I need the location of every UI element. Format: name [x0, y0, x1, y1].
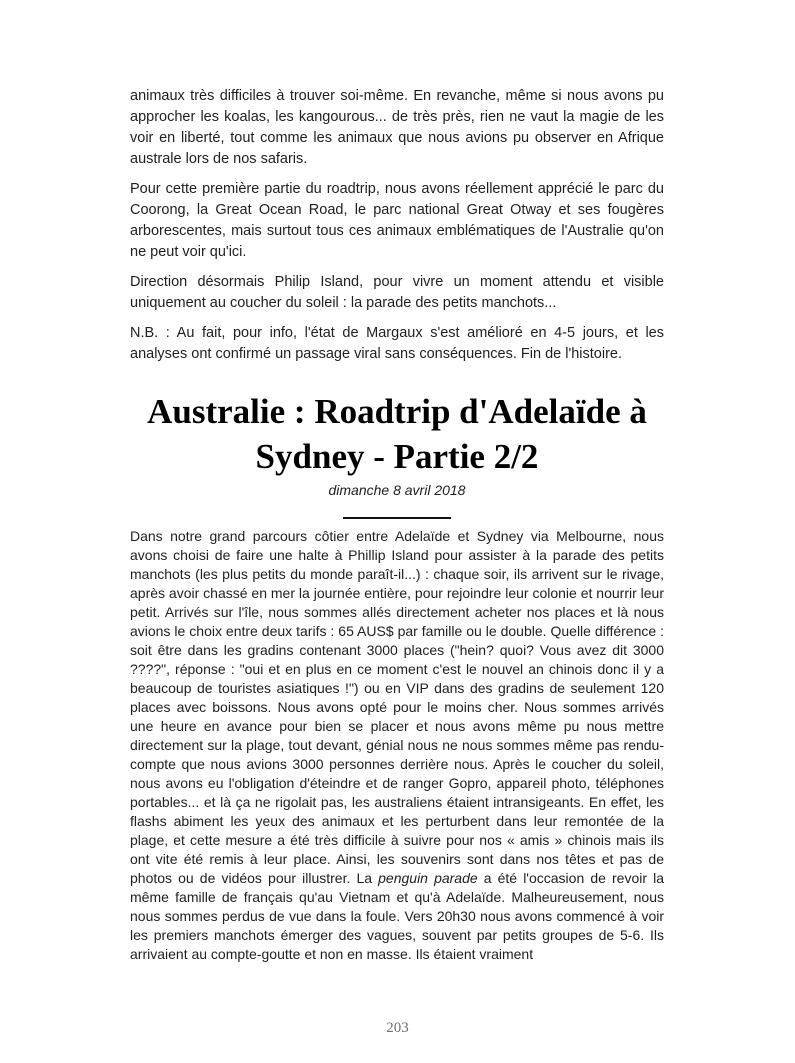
article-body-paragraph	[130, 527, 664, 964]
body-text-italic-run: penguin parade	[378, 870, 478, 886]
page-content	[130, 86, 664, 964]
article-header	[50, 389, 744, 499]
section-divider	[343, 517, 451, 519]
intro-paragraph-2: Pour cette première partie du roadtrip, nous avons réellement apprécié le parc du Coorong, la Great Ocean Road, le parc national Great Otway et ses fougères arborescentes, mais surtout tous ces animaux emblématiques de l'Australie qu'on ne peut voir qu'ici.	[130, 181, 664, 260]
page-number: 203	[386, 1020, 409, 1036]
article-date: dimanche 8 avril 2018	[328, 482, 466, 498]
intro-paragraph-3: Direction désormais Philip Island, pour vivre un moment attendu et visible uniquement au coucher du soleil : la parade des petits manchots...	[130, 274, 664, 311]
intro-paragraph-1: animaux très difficiles à trouver soi-même. En revanche, même si nous avons pu approcher les koalas, les kangourous... de très près, rien ne vaut la magie de les voir en liberté, tout comme les animaux que nous avions pu observer en Afrique australe lors de nos safaris.	[130, 88, 664, 167]
body-text-run-1: Dans notre grand parcours côtier entre Adelaïde et Sydney via Melbourne, nous avons choisi de faire une halte à Phillip Island pour assister à la parade des petits manchots (les plus petits du monde paraît-il...) : chaque soir, ils arrivent sur le rivage, après avoir chassé en mer la journée entière, pour rejoindre leur colonie et nourrir leur petit. Arrivés sur l'île, nous sommes allés directement acheter nos places et là nous avions le choix entre deux tarifs : 65 AUS$ par famille ou le double. Quelle différence : soit être dans les gradins contenant 3000 places ("hein? quoi? Vous avez dit 3000 ????", réponse : "oui et en plus en ce moment c'est le nouvel an chinois donc il y a beaucoup de touristes asiatiques !") ou en VIP dans des gradins de seulement 120 places avec boissons. Nous avons opté pour le moins cher. Nous sommes arrivés une heure en avance pour bien se placer et nous avons même pu nous mettre directement sur la plage, tout devant, génial nous ne nous sommes même pas rendu-compte que nous avions 3000 personnes derrière nous. Après le coucher du soleil, nous avons eu l'obligation d'éteindre et de ranger Gopro, appareil photo, téléphones portables... et là ça ne rigolait pas, les australiens étaient intransigeants. En effet, les flashs abiment les yeux des animaux et les perturbent dans leur remontée de la plage, et cette mesure a été très difficile à suivre pour nos « amis » chinois mais ils ont vite été remis à leur place. Ainsi, les souvenirs sont dans nos têtes et pas de photos ou de vidéos pour illustrer. La	[130, 528, 664, 886]
body-text-run-2: a été l'occasion de revoir la même famille de français qu'au Vietnam et qu'à Adelaïde. Malheureusement, nous nous sommes perdus de vue dans la foule. Vers 20h30 nous avons commencé à voir les premiers manchots émerger des vagues, souvent par petits groupes de 5-6. Ils arrivaient au compte-goutte et non en masse. Ils étaient vraiment	[130, 870, 664, 962]
article-title-line-1: Australie : Roadtrip d'Adelaïde à	[147, 392, 647, 431]
article-title-line-2: Sydney - Partie 2/2	[255, 437, 539, 476]
intro-paragraph-4: N.B. : Au fait, pour info, l'état de Margaux s'est amélioré en 4-5 jours, et les analyses ont confirmé un passage viral sans conséquences. Fin de l'histoire.	[130, 325, 664, 362]
